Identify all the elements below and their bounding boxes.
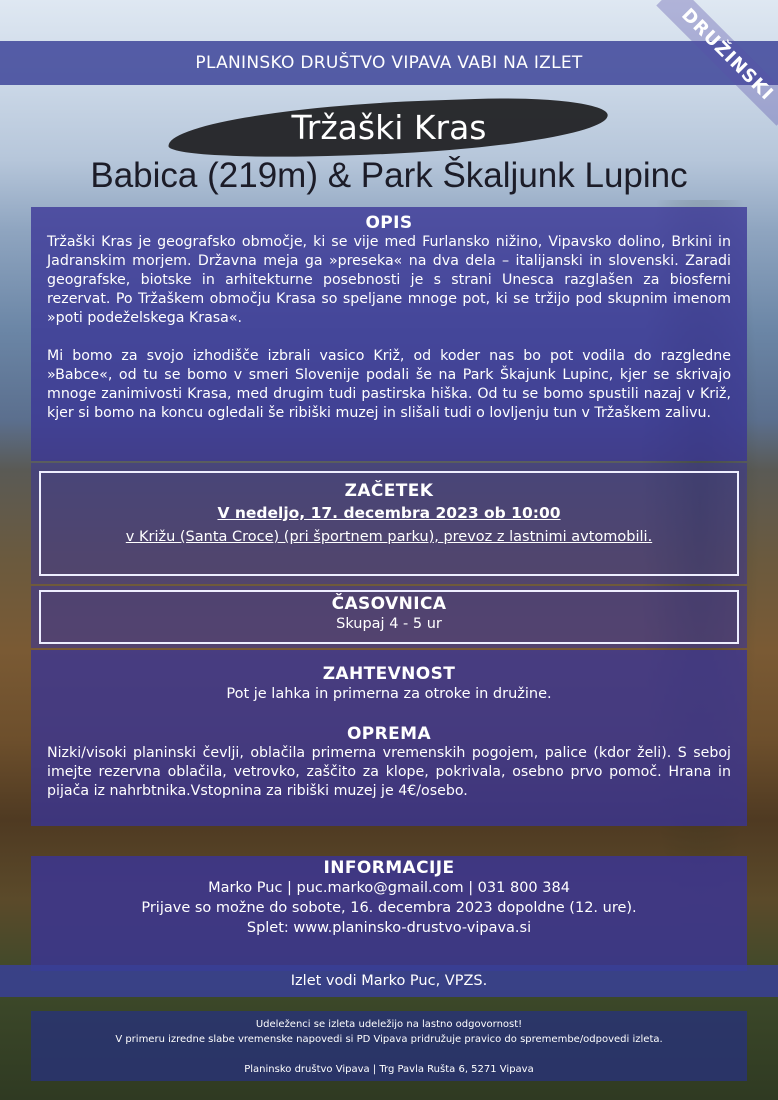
zahtevnost-oprema-panel xyxy=(31,650,747,826)
informacije-website-link[interactable]: Splet: www.planinsko-drustvo-vipava.si xyxy=(246,920,532,936)
opis-heading: OPIS xyxy=(365,213,413,233)
corner-ribbon: DRUŽINSKI xyxy=(656,0,778,126)
footer-weather-note: V primeru izredne slabe vremenske napovedi si PD Vipava pridružuje pravico do spremembe/odpovedi izleta. xyxy=(115,1034,663,1045)
zacetek-heading: ZAČETEK xyxy=(344,481,434,501)
opis-paragraph-2: Mi bomo za svojo izhodišče izbrali vasico Križ, od koder nas bo pot vodila do razgledne »Babce«, od tu se bomo v smeri Slovenije podali še na Park Škajunk Lupinc, kjer se skrivajo mnoge zanimivosti Krasa, med drugim tudi pastirska hiška. Od tu se bomo spustili nazaj v Križ, kjer si bomo na koncu ogledali še ribiški muzej in slišali tudi o lovljenju tun v Tržaškem zalivu. xyxy=(47,348,731,421)
footer-panel xyxy=(31,1011,747,1081)
page-title: Babica (219m) & Park Škaljunk Lupinc xyxy=(90,156,688,195)
oprema-heading: OPREMA xyxy=(346,724,432,744)
opis-panel xyxy=(31,207,747,461)
informacije-contact[interactable]: Marko Puc | puc.marko@gmail.com | 031 800 384 xyxy=(208,880,570,896)
zahtevnost-text: Pot je lahka in primerna za otroke in družine. xyxy=(226,686,552,702)
footer-address: Planinsko društvo Vipava | Trg Pavla Rušta 6, 5271 Vipava xyxy=(244,1064,534,1075)
oprema-text: Nizki/visoki planinski čevlji, oblačila primerna vremenskih pogojem, palice (kdor želi). S seboj imejte rezervna oblačila, vetrovko, zaščito za klope, pokrivala, osebno prvo pomoč. Hrana in pijača iz nahrbtnika.Vstopnina za ribiški muzej je 4€/osebo. xyxy=(47,745,731,799)
region-title: Tržaški Kras xyxy=(291,108,487,147)
zahtevnost-heading: ZAHTEVNOST xyxy=(322,664,456,684)
guide-band xyxy=(0,965,778,997)
informacije-panel xyxy=(31,856,747,971)
informacije-prijave: Prijave so možne do sobote, 16. decembra 2023 dopoldne (12. ure). xyxy=(141,900,637,916)
header-band xyxy=(0,41,778,85)
zacetek-panel xyxy=(31,463,747,584)
opis-paragraph-1: Tržaški Kras je geografsko območje, ki se vije med Furlansko nižino, Vipavsko dolino, Brkini in Jadranskim morjem. Državna meja ga »preseka« na dva dela – italijanski in slovenski. Zaradi geografske, biotske in arhitekturne posebnosti je s strani Unesca razglašen za biosferni rezervat. Po Tržaškem območju Krasa so speljane mnoge pot, ki se tržijo pod skupnim imenom »poti podeželskega Krasa«. xyxy=(47,234,731,326)
casovnica-text: Skupaj 4 - 5 ur xyxy=(336,616,442,632)
zacetek-place: v Križu (Santa Croce) (pri športnem parku), prevoz z lastnimi avtomobili. xyxy=(125,529,653,545)
guide-text: Izlet vodi Marko Puc, VPZS. xyxy=(290,973,488,989)
casovnica-heading: ČASOVNICA xyxy=(331,594,447,614)
informacije-heading: INFORMACIJE xyxy=(323,858,455,878)
zacetek-date: V nedeljo, 17. decembra 2023 ob 10:00 xyxy=(217,504,561,522)
casovnica-panel xyxy=(31,586,747,648)
footer-disclaimer: Udeleženci se izleta udeležijo na lastno odgovornost! xyxy=(255,1019,523,1030)
invite-text: PLANINSKO DRUŠTVO VIPAVA VABI NA IZLET xyxy=(195,53,583,73)
